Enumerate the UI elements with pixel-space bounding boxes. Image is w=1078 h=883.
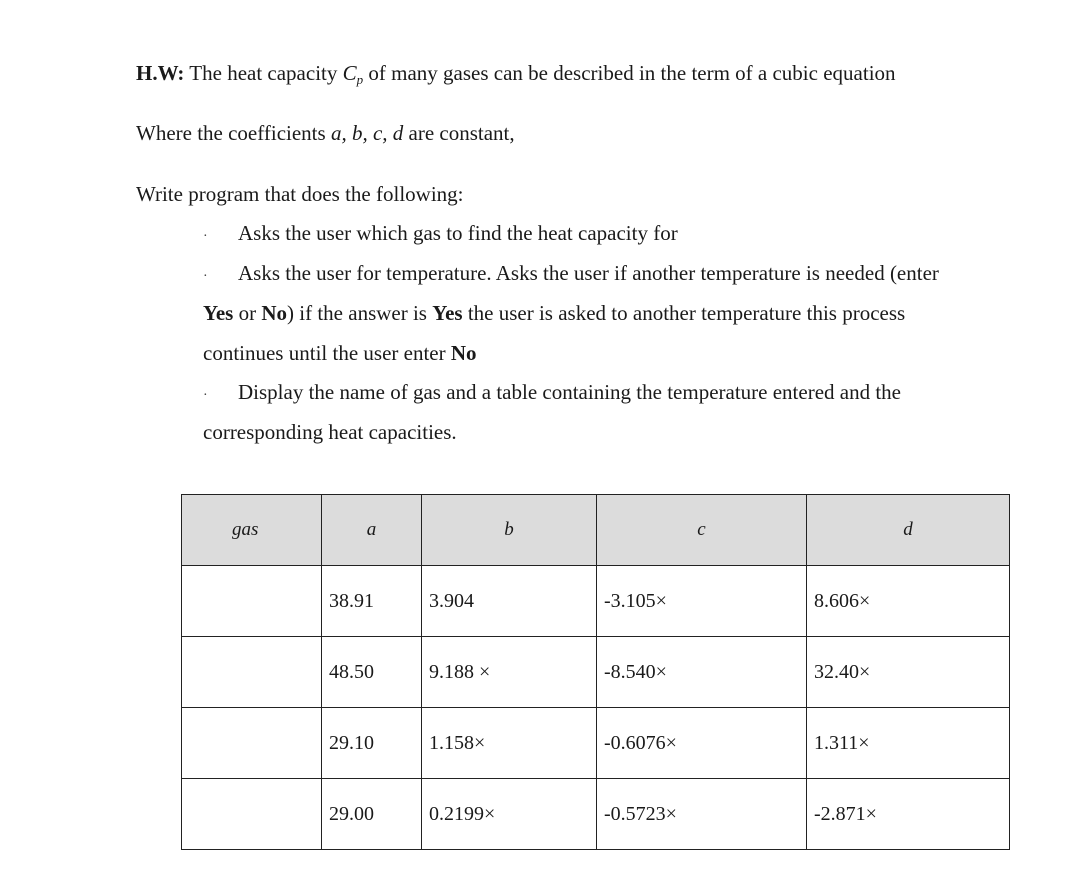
cell-gas	[182, 566, 322, 637]
coefficients-table	[181, 494, 1010, 850]
bullet-1-text: Asks the user which gas to find the heat capacity for	[238, 221, 678, 245]
cell-d: 8.606×	[807, 566, 1010, 637]
bullet-3-line-1: Display the name of gas and a table containing the temperature entered and the	[238, 380, 901, 404]
or-text: or	[233, 301, 262, 325]
cell-a: 48.50	[322, 637, 422, 708]
cell-a: 29.10	[322, 708, 422, 779]
hw-text-after: of many gases can be described in the term of a cubic equation	[363, 61, 896, 85]
cell-gas	[182, 637, 322, 708]
cell-a: 29.00	[322, 779, 422, 850]
bullet-2-line-1: Asks the user for temperature. Asks the user if another temperature is needed (enter	[238, 261, 939, 285]
coefficients-vars: a, b, c, d	[330, 121, 404, 145]
cell-b: 3.904	[422, 566, 597, 637]
cell-gas	[182, 779, 322, 850]
cell-b: 0.2199×	[422, 779, 597, 850]
header-c: c	[597, 495, 807, 566]
cell-d: 32.40×	[807, 637, 1010, 708]
table-row	[182, 708, 1010, 779]
header-d: d	[807, 495, 1010, 566]
heat-capacity-symbol: C	[342, 61, 357, 85]
bullet-2-continue: continues until the user enter	[203, 341, 451, 365]
cell-b: 9.188 ×	[422, 637, 597, 708]
bullet-2-mid: ) if the answer is	[287, 301, 433, 325]
cell-gas	[182, 708, 322, 779]
cell-c: -0.6076×	[597, 708, 807, 779]
no-keyword: No	[261, 301, 288, 325]
cell-c: -8.540×	[597, 637, 807, 708]
bullet-marker-3: ·	[203, 388, 208, 403]
hw-text-before: The heat capacity	[184, 61, 343, 85]
cell-b: 1.158×	[422, 708, 597, 779]
bullet-marker-1: ·	[203, 229, 208, 244]
bullet-3-line-2: corresponding heat capacities.	[203, 420, 457, 444]
program-intro: Write program that does the following:	[136, 182, 464, 206]
bullet-2-after: the user is asked to another temperature this process	[462, 301, 906, 325]
coefficients-line	[136, 123, 515, 144]
yes-keyword-2: Yes	[432, 301, 463, 325]
cell-c: -3.105×	[597, 566, 807, 637]
coefficients-before: Where the coefficients	[136, 121, 331, 145]
table-header-row	[182, 495, 1010, 566]
table-row	[182, 637, 1010, 708]
hw-statement	[136, 63, 896, 86]
header-b: b	[422, 495, 597, 566]
cell-a: 38.91	[322, 566, 422, 637]
cell-d: 1.311×	[807, 708, 1010, 779]
cell-c: -0.5723×	[597, 779, 807, 850]
table-row	[182, 779, 1010, 850]
no-keyword-2: No	[450, 341, 477, 365]
heat-capacity-subscript: p	[356, 72, 364, 87]
table-row	[182, 566, 1010, 637]
bullet-marker-2: ·	[203, 269, 208, 284]
coefficients-after: are constant,	[403, 121, 515, 145]
cell-d: -2.871×	[807, 779, 1010, 850]
yes-keyword: Yes	[203, 301, 234, 325]
hw-label: H.W:	[136, 61, 185, 85]
bullet-2-line-3	[203, 343, 477, 364]
header-gas: gas	[182, 495, 322, 566]
header-a: a	[322, 495, 422, 566]
bullet-2-line-2	[203, 303, 905, 324]
